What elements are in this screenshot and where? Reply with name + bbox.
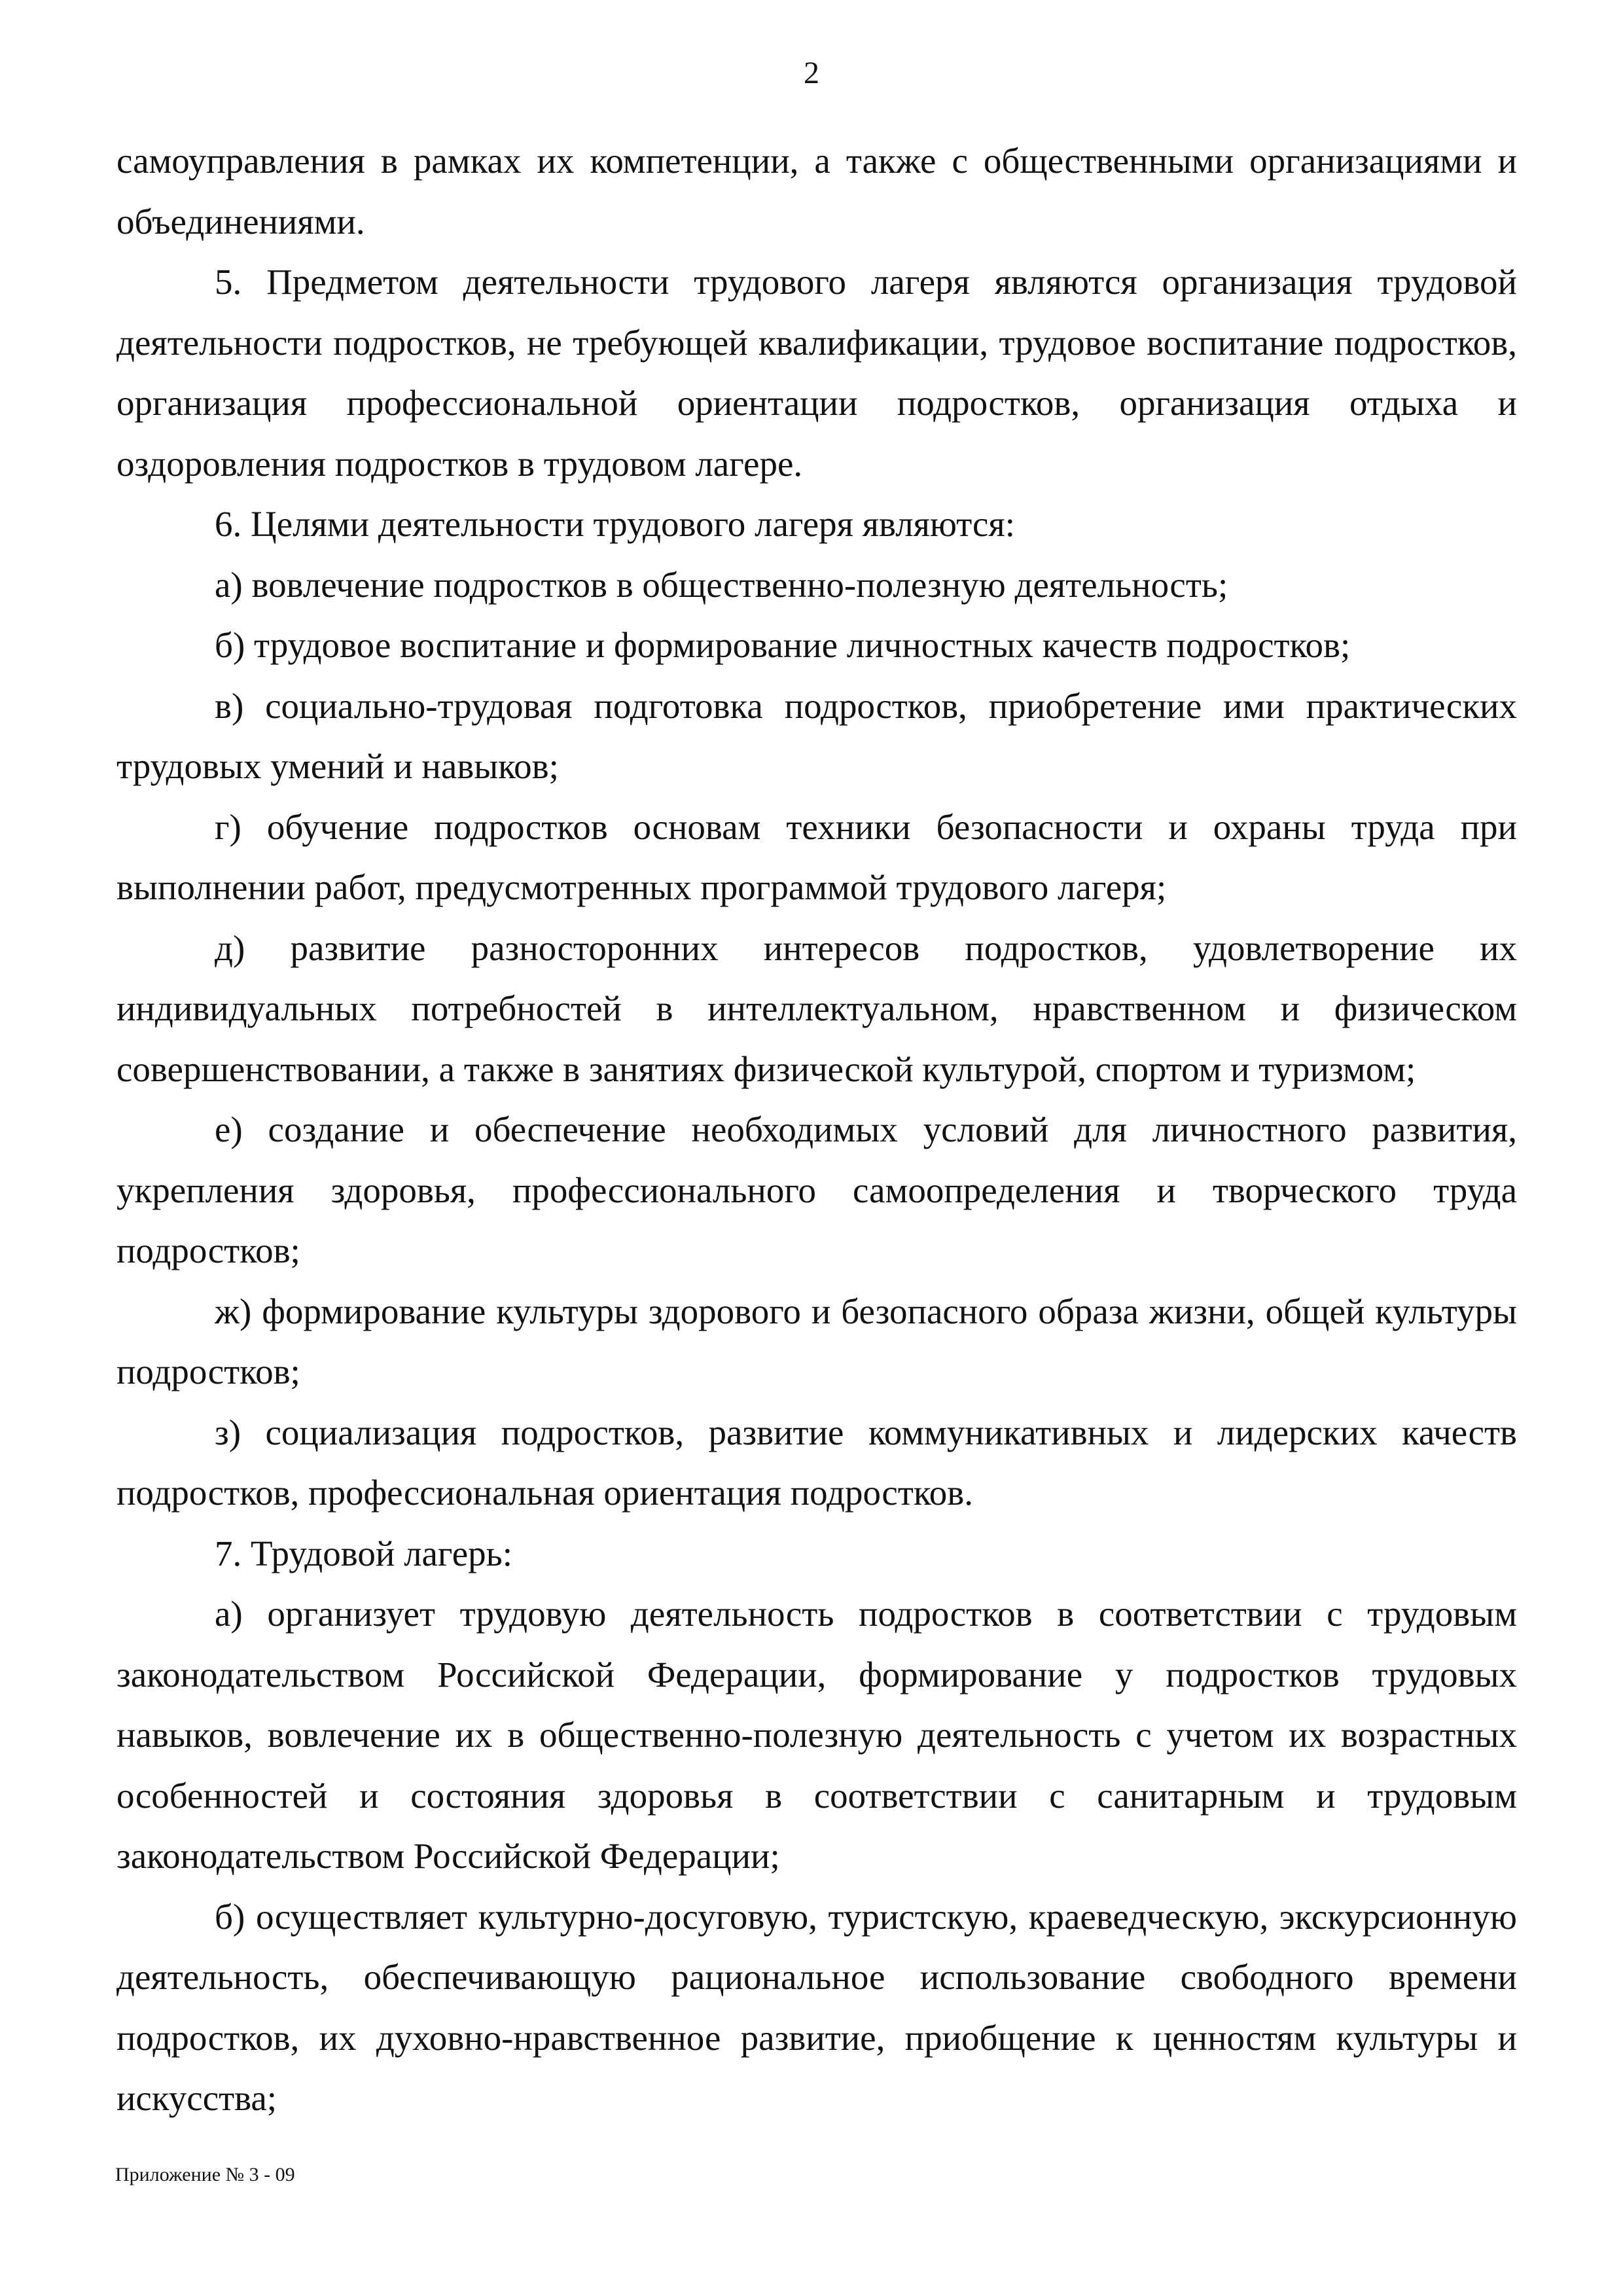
paragraph-item-7a: а) организует трудовую деятельность подростков в соответствии с трудовым законодательством Российской Федерации, формирование у подростков трудовых навыков, вовлечение их в общественно-полезную деятельность с учетом их возрастных особенностей и состояния здоровья в соответствии с санитарным и трудовым законодательством Российской Федерации; — [116, 1594, 1517, 1876]
footer-note: Приложение № 3 - 09 — [115, 2164, 295, 2185]
paragraph-item-6zh: ж) формирование культуры здорового и безопасного образа жизни, общей культуры подростков; — [116, 1291, 1517, 1391]
paragraph-continuation: самоуправления в рамках их компетенции, а также с общественными организациями и объединениями. — [116, 141, 1517, 242]
page-number: 2 — [804, 56, 819, 90]
paragraph-item-6b: б) трудовое воспитание и формирование личностных качеств подростков; — [215, 625, 1351, 665]
paragraph-item-6g: г) обучение подростков основам техники безопасности и охраны труда при выполнении работ, предусмотренных программой трудового лагеря; — [116, 806, 1517, 907]
paragraph-item-7b: б) осуществляет культурно-досуговую, туристскую, краеведческую, экскурсионную деятельность, обеспечивающую рациональное использование свободного времени подростков, их духовно-нравственное развитие, приобщение к ценностям культуры и искусства; — [116, 1896, 1517, 2118]
paragraph-item-7: 7. Трудовой лагерь: — [215, 1533, 513, 1573]
paragraph-item-6d: д) развитие разносторонних интересов подростков, удовлетворение их индивидуальных потребностей в интеллектуальном, нравственном и физическом совершенствовании, а также в занятиях физической культурой, спортом и туризмом; — [116, 927, 1517, 1089]
paragraph-item-6e: е) создание и обеспечение необходимых условий для личностного развития, укрепления здоровья, профессионального самоопределения и творческого труда подростков; — [116, 1109, 1517, 1270]
paragraph-item-6a: а) вовлечение подростков в общественно-полезную деятельность; — [215, 564, 1228, 605]
paragraph-item-6z: з) социализация подростков, развитие коммуникативных и лидерских качеств подростков, профессиональная ориентация подростков. — [116, 1412, 1517, 1513]
paragraph-item-6: 6. Целями деятельности трудового лагеря являются: — [215, 504, 1015, 544]
paragraph-item-5: 5. Предметом деятельности трудового лагеря являются организация трудовой деятельности подростков, не требующей квалификации, трудовое воспитание подростков, организация профессиональной ориентации подростков, организация отдыха и оздоровления подростков в трудовом лагере. — [116, 262, 1517, 484]
document-body — [116, 131, 1517, 2129]
paragraph-item-6v: в) социально-трудовая подготовка подростков, приобретение ими практических трудовых умений и навыков; — [116, 685, 1517, 786]
